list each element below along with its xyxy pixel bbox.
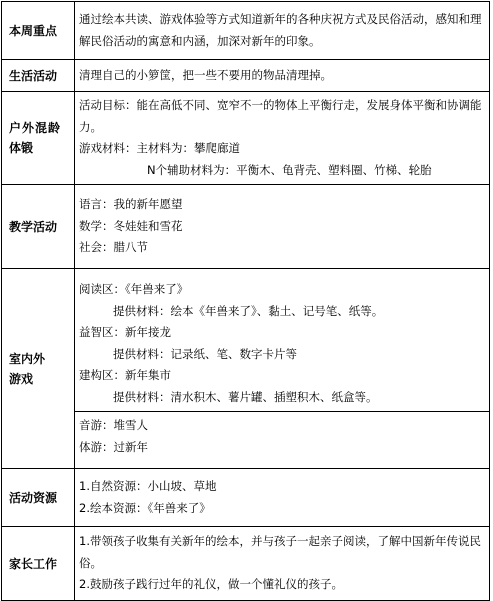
row-content — [75, 2, 490, 60]
row-content — [75, 60, 490, 92]
sub-section — [75, 411, 489, 458]
content-line: 提供材料：记录纸、笔、数字卡片等 — [113, 346, 297, 361]
row-label-line: 体锻 — [9, 141, 34, 155]
row-label: 生活活动 — [2, 60, 75, 92]
content-line: 1.自然资源：小山坡、草地 — [79, 479, 217, 493]
content-line: 社会：腊八节 — [79, 240, 148, 255]
content-line: 提供材料：清水积木、薯片罐、插塑积木、纸盒等。 — [113, 389, 378, 404]
content-line: 益智区：新年接龙 — [79, 325, 171, 339]
row-label: 活动资源 — [2, 469, 75, 527]
content-line: 提供材料：绘本《年兽来了》、黏土、记号笔、纸等。 — [113, 303, 384, 318]
content-line: 体游：过新年 — [79, 439, 148, 454]
row-label: 本周重点 — [2, 2, 75, 60]
table-row — [2, 60, 490, 92]
row-label: 教学活动 — [2, 185, 75, 269]
content-line: 1.带领孩子收集有关新年的绘本，并与孩子一起亲子阅读，了解中国新年传说民俗。 — [79, 534, 481, 570]
content-line: 活动目标：能在高低不同、宽窄不一的物体上平衡行走，发展身体平衡和协调能力。 — [79, 98, 482, 134]
table-row — [2, 469, 490, 527]
table-row — [2, 269, 490, 469]
row-content — [75, 469, 490, 527]
table-row — [2, 2, 490, 60]
content-line: 2.鼓励孩子践行过年的礼仪，做一个懂礼仪的孩子。 — [79, 577, 343, 592]
row-content — [75, 92, 490, 185]
content-line: 游戏材料：主材料为：攀爬廊道 — [79, 141, 240, 155]
content-line: 建构区：新年集市 — [79, 368, 171, 382]
row-label — [2, 92, 75, 185]
table-row — [2, 92, 490, 185]
content-line: 清理自己的小箩筐，把一些不要用的物品清理掉。 — [79, 67, 332, 82]
row-label-line: 户外混龄 — [9, 121, 62, 135]
table-row — [2, 185, 490, 269]
content-line: 语言：我的新年愿望 — [79, 197, 183, 212]
content-line: 2.绘本资源：《年兽来了》 — [79, 500, 211, 515]
content-line: N个辅助材料为：平衡木、龟背壳、塑料圈、竹梯、轮胎 — [147, 162, 432, 177]
content-line: 数学：冬娃娃和雪花 — [79, 218, 183, 233]
content-line: 阅读区：《年兽来了》 — [79, 282, 189, 296]
row-content — [75, 185, 490, 269]
row-label-line: 室内外 — [9, 351, 46, 366]
row-label: 家长工作 — [2, 527, 75, 601]
row-label — [2, 269, 75, 469]
row-label-line: 游戏 — [9, 371, 34, 386]
row-content — [75, 269, 490, 469]
content-line: 音游：堆雪人 — [79, 418, 148, 432]
content-line: 通过绘本共读、游戏体验等方式知道新年的各种庆祝方式及民俗活动，感知和理解民俗活动的寓意和内涵，加深对新年的印象。 — [79, 12, 482, 48]
row-content — [75, 527, 490, 601]
weekly-plan-table — [1, 1, 490, 601]
table-row — [2, 527, 490, 601]
